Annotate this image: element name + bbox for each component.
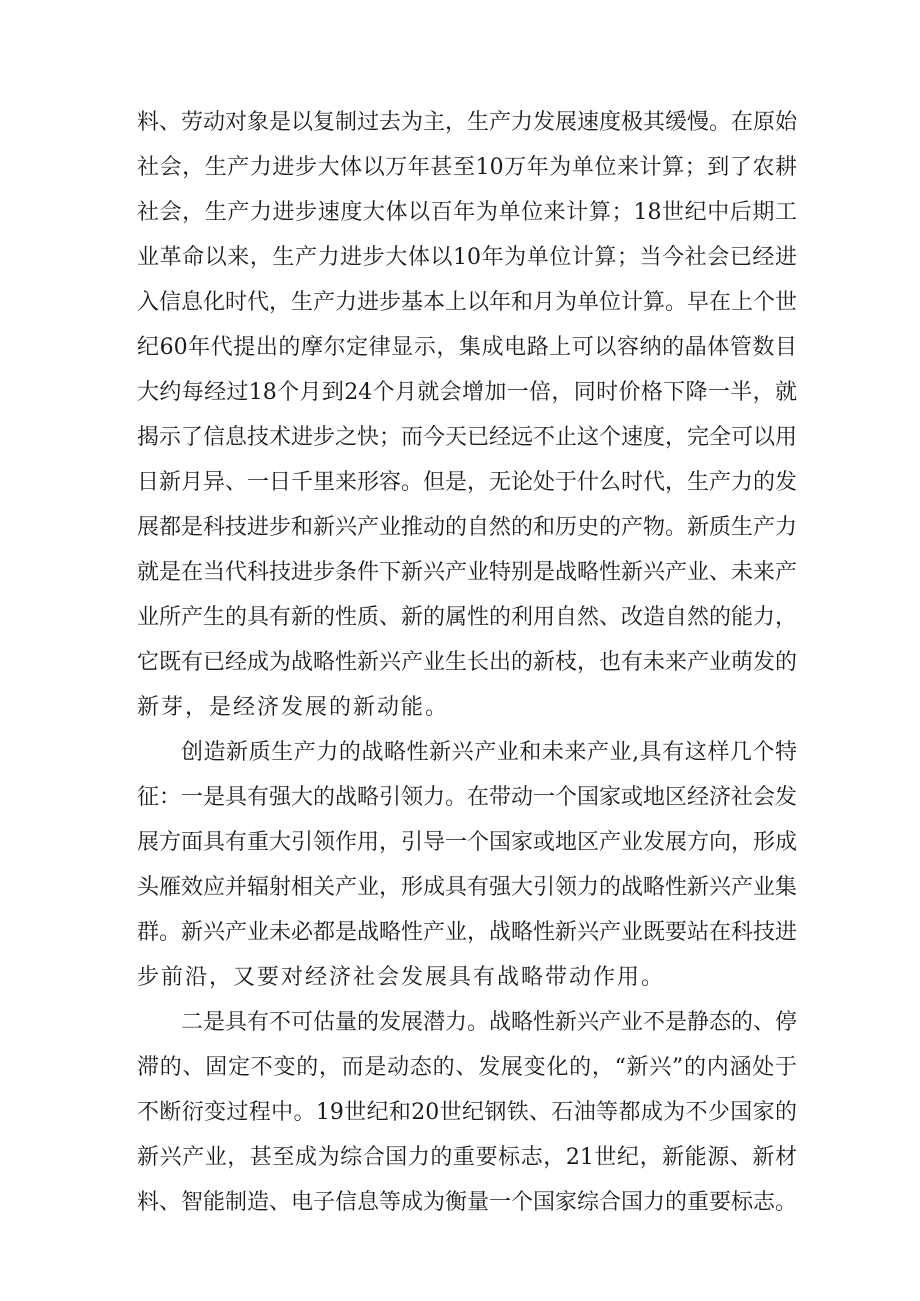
paragraph-line: 揭示了信息技术进步之快；而今天已经远不止这个速度，完全可以用 — [137, 425, 798, 450]
paragraph-line: 业革命以来，生产力进步大体以10年为单位计算；当今社会已经进 — [137, 245, 797, 270]
paragraph-line: 大约每经过18个月到24个月就会增加一倍，同时价格下降一半，就 — [137, 380, 797, 405]
paragraph-line: 社会，生产力进步速度大体以百年为单位来计算；18世纪中后期工 — [137, 200, 797, 225]
paragraph-line: 二是具有不可估量的发展潜力。战略性新兴产业不是静态的、停 — [181, 1010, 798, 1035]
paragraph-line: 业所产生的具有新的性质、新的属性的利用自然、改造自然的能力， — [137, 605, 798, 630]
paragraph-line: 征：一是具有强大的战略引领力。在带动一个国家或地区经济社会发 — [137, 785, 798, 810]
paragraph-line: 新芽，是经济发展的新动能。 — [137, 695, 450, 720]
paragraph-line: 日新月异、一日千里来形容。但是，无论处于什么时代，生产力的发 — [137, 470, 798, 495]
paragraph-line: 展都是科技进步和新兴产业推动的自然的和历史的产物。新质生产力 — [137, 515, 798, 540]
paragraph-line: 就是在当代科技进步条件下新兴产业特别是战略性新兴产业、未来产 — [137, 560, 798, 585]
paragraph-line: 纪60年代提出的摩尔定律显示，集成电路上可以容纳的晶体管数目 — [137, 335, 797, 360]
paragraph-line: 群。新兴产业未必都是战略性产业，战略性新兴产业既要站在科技进 — [137, 920, 798, 945]
paragraph-line: 入信息化时代，生产力进步基本上以年和月为单位计算。早在上个世 — [137, 290, 798, 315]
paragraph-line: 不断衍变过程中。19世纪和20世纪钢铁、石油等都成为不少国家的 — [137, 1100, 797, 1125]
paragraph-line: 社会，生产力进步大体以万年甚至10万年为单位来计算；到了农耕 — [137, 155, 797, 180]
paragraph-line: 展方面具有重大引领作用，引导一个国家或地区产业发展方向，形成 — [137, 830, 798, 855]
paragraph-line: 步前沿，又要对经济社会发展具有战略带动作用。 — [137, 965, 666, 990]
paragraph-line: 新兴产业，甚至成为综合国力的重要标志，21世纪，新能源、新材 — [137, 1145, 797, 1170]
paragraph-line: 料、劳动对象是以复制过去为主，生产力发展速度极其缓慢。在原始 — [137, 110, 798, 135]
paragraph-line: 头雁效应并辐射相关产业，形成具有强大引领力的战略性新兴产业集 — [137, 875, 798, 900]
paragraph-line: 料、智能制造、电子信息等成为衡量一个国家综合国力的重要标志。 — [137, 1190, 798, 1215]
paragraph-line: 滞的、固定不变的，而是动态的、发展变化的，“新兴”的内涵处于 — [137, 1055, 797, 1080]
paragraph-line: 创造新质生产力的战略性新兴产业和未来产业,具有这样几个特 — [181, 740, 797, 765]
paragraph-line: 它既有已经成为战略性新兴产业生长出的新枝，也有未来产业萌发的 — [137, 650, 798, 675]
